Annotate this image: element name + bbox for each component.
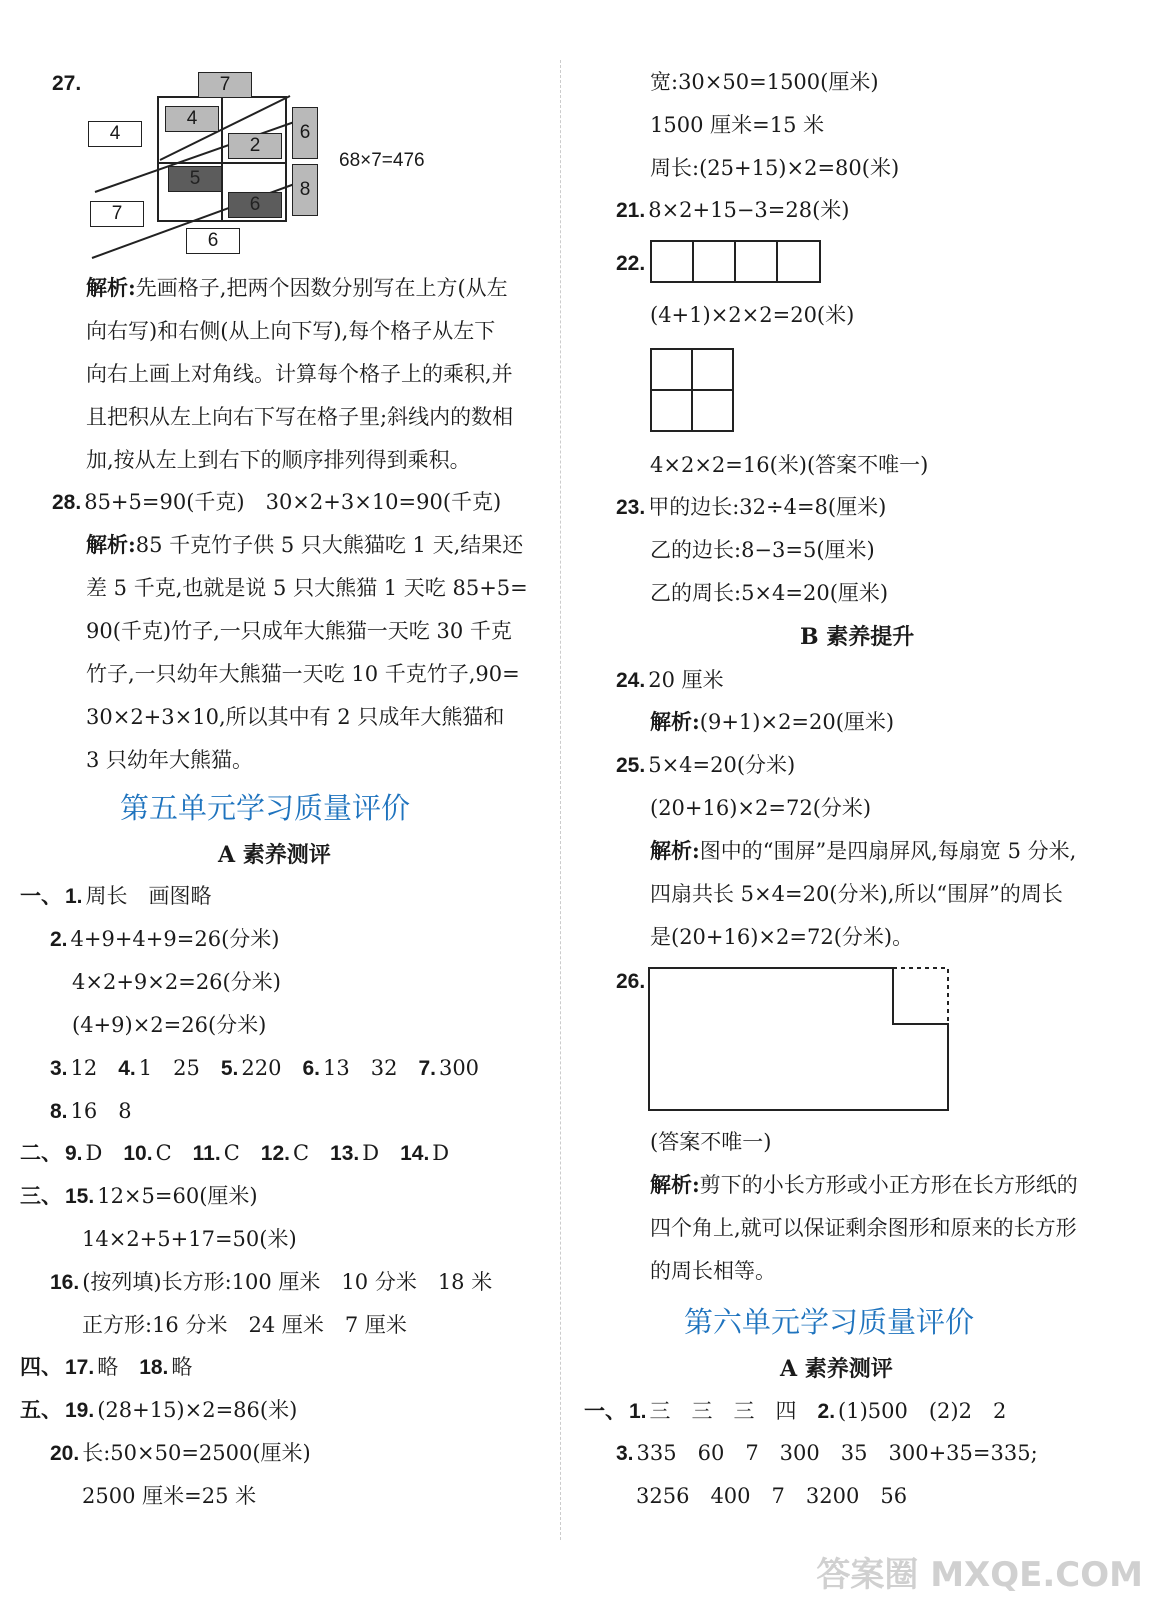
- explain-label: 解析:: [650, 1172, 700, 1197]
- explain-label: 解析:: [650, 838, 700, 863]
- q27-explain-1: 解析:先画格子,把两个因数分别写在上方(从左: [86, 275, 508, 300]
- left-digit-box: 4: [88, 121, 142, 147]
- q20-cont-2: 1500 厘米=15 米: [650, 113, 825, 137]
- unit6-q1-q2: 一、 1. 三 三 三 四 2. (1)500 (2)2 2: [584, 1399, 1007, 1423]
- q25-explain-1: 解析:图中的“围屏”是四扇屏风,每扇宽 5 分米,: [650, 838, 1077, 863]
- unit6-q3-line-2: 3256 400 7 3200 56: [636, 1484, 908, 1508]
- q28-explain-3: 90(千克)竹子,一只成年大熊猫一天吃 30 千克: [86, 619, 512, 643]
- q25-line-2: (20+16)×2=72(分米): [650, 796, 872, 820]
- q8: 8. 16 8: [50, 1099, 132, 1123]
- q17-q18: 四、 17. 略 18. 略: [20, 1355, 193, 1379]
- q9-to-q14: 二、 9. D 10. C 11. C 12. C 13. D 14. D: [20, 1141, 450, 1165]
- q19: 五、 19. (28+15)×2=86(米): [20, 1398, 298, 1422]
- q23-line-2: 乙的边长:8−3=5(厘米): [650, 538, 875, 562]
- q23-line-3: 乙的周长:5×4=20(厘米): [650, 581, 889, 605]
- q15-line-1: 三、 15. 12×5=60(厘米): [20, 1184, 258, 1208]
- right-digit-box: 8: [292, 164, 318, 216]
- cell-digit-box: 5: [168, 166, 222, 192]
- q27-number: 27.: [52, 72, 82, 95]
- q20-cont-3: 周长:(25+15)×2=80(米): [650, 156, 900, 180]
- explain-label: 解析:: [86, 532, 136, 557]
- q24: 24. 20 厘米: [616, 668, 724, 692]
- q25-explain-2: 四扇共长 5×4=20(分米),所以“围屏”的周长: [650, 882, 1063, 906]
- q25-line-1: 25. 5×4=20(分米): [616, 753, 796, 777]
- q22-answer-2: 4×2×2=16(米)(答案不唯一): [650, 453, 929, 477]
- explain-label: 解析:: [86, 275, 136, 300]
- q26-explain-2: 四个角上,就可以保证剩余图形和原来的长方形: [650, 1216, 1077, 1240]
- q20-line-2: 2500 厘米=25 米: [82, 1484, 257, 1508]
- left-digit-box: 7: [90, 201, 144, 227]
- bottom-digit-box: 6: [186, 228, 240, 254]
- q20-cont-1: 宽:30×50=1500(厘米): [650, 70, 879, 94]
- q28-explain-2: 差 5 千克,也就是说 5 只大熊猫 1 天吃 85+5=: [86, 576, 528, 600]
- q28-explain-1: 解析:85 千克竹子供 5 只大熊猫吃 1 天,结果还: [86, 532, 524, 557]
- explain-label: 解析:: [650, 709, 700, 734]
- q3-to-q7: 3. 12 4. 1 25 5. 220 6. 13 32 7. 300: [50, 1056, 480, 1080]
- top-digit-box: 7: [198, 72, 252, 98]
- q28-answer: 28. 85+5=90(千克) 30×2+3×10=90(千克): [52, 490, 502, 514]
- q26-number: 26.: [616, 970, 646, 993]
- q26-explain-1: 解析:剪下的小长方形或小正方形在长方形纸的: [650, 1172, 1078, 1197]
- q28-explain-6: 3 只幼年大熊猫。: [86, 748, 254, 772]
- unit5-section-b: B 素养提升: [800, 624, 915, 650]
- q15-line-2: 14×2+5+17=50(米): [82, 1227, 297, 1251]
- unit6-section-a: A 素养测评: [780, 1356, 893, 1382]
- unit5-title: 第五单元学习质量评价: [120, 791, 411, 825]
- cell-digit-box: 6: [228, 192, 282, 218]
- q27-equation: 68×7=476: [339, 150, 425, 171]
- cell-digit-box: 2: [228, 133, 282, 159]
- q1: 一、 1. 周长 画图略: [20, 884, 212, 908]
- cell-digit-box: 4: [165, 106, 219, 132]
- q25-explain-3: 是(20+16)×2=72(分米)。: [650, 925, 914, 949]
- q28-explain-4: 竹子,一只幼年大熊猫一天吃 10 千克竹子,90=: [86, 662, 520, 686]
- q26-note: (答案不唯一): [650, 1130, 772, 1154]
- q2-line-2: 4×2+9×2=26(分米): [72, 970, 281, 994]
- q2-line-3: (4+9)×2=26(分米): [72, 1013, 267, 1037]
- q27-explain-4: 且把积从左上向右下写在格子里;斜线内的数相: [86, 405, 514, 429]
- q2-line-1: 2. 4+9+4+9=26(分米): [50, 927, 280, 951]
- q28-explain-5: 30×2+3×10,所以其中有 2 只成年大熊猫和: [86, 705, 505, 729]
- q23-line-1: 23. 甲的边长:32÷4=8(厘米): [616, 495, 887, 519]
- q27-explain-2: 向右写)和右侧(从上向下写),每个格子从左下: [86, 319, 496, 343]
- q22-number: 22.: [616, 252, 646, 275]
- q22-answer-1: (4+1)×2×2=20(米): [650, 303, 855, 327]
- q16-line-2: 正方形:16 分米 24 厘米 7 厘米: [82, 1313, 407, 1337]
- unit6-q3-line-1: 3. 335 60 7 300 35 300+35=335;: [616, 1441, 1038, 1465]
- q27-explain-5: 加,按从左上到右下的顺序排列得到乘积。: [86, 448, 471, 472]
- q20-line-1: 20. 长:50×50=2500(厘米): [50, 1441, 311, 1465]
- q21: 21. 8×2+15−3=28(米): [616, 198, 850, 222]
- right-digit-box: 6: [292, 107, 318, 159]
- unit5-section-a: A 素养测评: [218, 842, 331, 868]
- q27-explain-3: 向右上画上对角线。计算每个格子上的乘积,并: [86, 362, 513, 386]
- watermark: 答案圈 MXQE.COM: [816, 1555, 1143, 1595]
- q24-explain: 解析:(9+1)×2=20(厘米): [650, 709, 895, 734]
- q26-explain-3: 的周长相等。: [650, 1259, 776, 1283]
- q16-line-1: 16. (按列填)长方形:100 厘米 10 分米 18 米: [50, 1270, 493, 1294]
- unit6-title: 第六单元学习质量评价: [684, 1305, 975, 1339]
